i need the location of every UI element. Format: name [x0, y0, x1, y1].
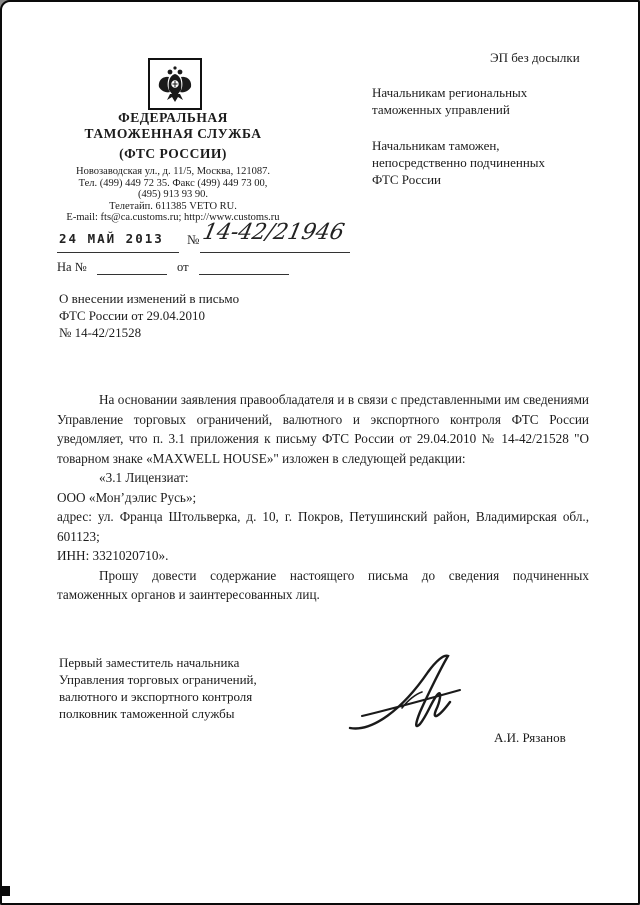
signer-title-block	[59, 654, 319, 722]
signer-title-line: Управления торговых ограничений,	[59, 672, 257, 687]
subject-line: № 14-42/21528	[59, 325, 142, 340]
signer-title-line: полковник таможенной службы	[59, 706, 235, 721]
number-sign: №	[187, 232, 200, 247]
double-eagle-icon	[155, 64, 195, 104]
signature-scribble	[332, 650, 492, 755]
body-paragraph: адрес: ул. Франца Штольверка, д. 10, г. Покров, Петушинский район, Владимирская обл., 601123;	[57, 509, 589, 544]
org-phone: Тел. (499) 449 72 35. Факс (499) 449 73 00,	[78, 177, 268, 189]
addressee-line: Начальникам региональных	[372, 85, 528, 100]
addressee-line: непосредственно подчиненных	[372, 155, 546, 170]
ref-ot-underline	[199, 274, 289, 275]
body-paragraph: Прошу довести содержание настоящего письма до сведения подчиненных таможенных органов и заинтересованных лиц.	[57, 567, 589, 602]
org-teletype: Телетайп. 611385 VETO RU.	[109, 200, 237, 212]
org-line1: ФЕДЕРАЛЬНАЯ	[118, 110, 228, 125]
addressee-line: таможенных управлений	[372, 102, 510, 117]
ref-na-underline	[97, 274, 167, 275]
reference-row	[57, 260, 307, 280]
org-address: Новозаводская ул., д. 11/5, Москва, 121087.	[76, 166, 270, 177]
addressee-line: Начальникам таможен,	[372, 138, 500, 153]
body-text	[57, 390, 589, 605]
org-phone2: (495) 913 93 90.	[138, 189, 208, 200]
org-line2: ТАМОЖЕННАЯ СЛУЖБА	[84, 126, 262, 141]
ref-na-label: На №	[57, 260, 87, 274]
date-stamp: 24 МАЙ 2013	[59, 231, 164, 246]
subject-line: О внесении изменений в письмо	[59, 291, 240, 306]
ep-note: ЭП без досылки	[490, 50, 580, 65]
date-underline	[57, 252, 179, 253]
org-contacts	[32, 166, 314, 224]
handwritten-doc-number: 14-42/21946	[200, 220, 347, 245]
org-name	[42, 110, 304, 162]
body-paragraph: ИНН: 3321020710».	[57, 548, 169, 563]
date-number-row	[57, 220, 347, 258]
addressee-line: ФТС России	[372, 172, 441, 187]
body-paragraph: ООО «Мон’дэлис Русь»;	[57, 489, 197, 505]
number-underline	[200, 252, 350, 253]
org-email: E-mail: fts@ca.customs.ru; http://www.customs.ru	[66, 212, 280, 223]
org-line3: (ФТС РОССИИ)	[119, 146, 227, 161]
signer-title-line: Первый заместитель начальника	[59, 655, 240, 670]
signer-name: А.И. Рязанов	[494, 730, 566, 745]
signer-title-line: валютного и экспортного контроля	[59, 689, 253, 704]
addressees-block	[372, 84, 597, 188]
subject-line: ФТС России от 29.04.2010	[59, 308, 206, 323]
scan-artifact	[2, 886, 10, 896]
coat-of-arms-emblem	[148, 58, 202, 110]
body-paragraph: «3.1 Лицензиат:	[99, 470, 189, 485]
body-paragraph: На основании заявления правообладателя и в связи с представленными им сведениями Управление торговых ограничений, валютного и экспортного контроля ФТС России уведомляет, что п. 3.1 приложения к письму ФТС России от 29.04.2010 № 14-42/21528 "О товарном знаке «MAXWELL HOUSE»" изложен в следующей редакции:	[57, 392, 589, 466]
ref-ot-label: от	[177, 260, 189, 274]
subject-block	[59, 290, 319, 341]
